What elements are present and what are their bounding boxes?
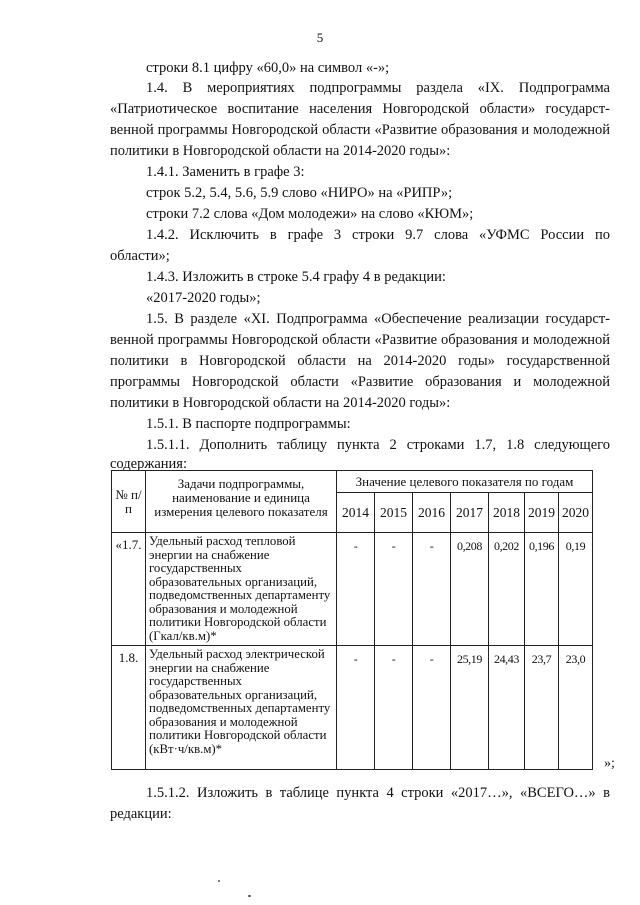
row-value: 0,202 — [489, 533, 525, 646]
row-description: Удельный расход электрической энергии на снабжение государственных образовательных организаций, подведомственных департаменту образования и молодежной политики Новгородской области (кВт·ч/кв.м)* — [146, 646, 337, 770]
text-line: «Патриотическое воспитание населения Новгородской области» государст- — [110, 101, 610, 117]
page-number: 5 — [316, 30, 324, 45]
text-line: программы Новгородской области «Развитие образования и молодежной — [110, 374, 610, 390]
text-line: 1.5.1.1. Дополнить таблицу пункта 2 строками 1.7, 1.8 следующего — [146, 437, 610, 453]
year-header: 2014 — [337, 493, 375, 533]
text-line: редакции: — [110, 806, 172, 822]
row-value: - — [337, 646, 375, 770]
scan-speck — [218, 880, 220, 882]
row-number: 1.8. — [112, 646, 146, 770]
text-line: политики в Новгородской области на 2014-2020 годы»: — [110, 395, 451, 411]
text-line: 1.4.2. Исключить в графе 3 строки 9.7 слова «УФМС России по — [146, 227, 610, 243]
year-header: 2016 — [413, 493, 451, 533]
row-description: Удельный расход тепловой энергии на снабжение государственных образовательных организаций, подведомственных департаменту образования и молодежной политики Новгородской области (Гкал/кв.м)* — [146, 533, 337, 646]
table-row — [112, 646, 593, 770]
text-line: строк 5.2, 5.4, 5.6, 5.9 слово «НИРО» на «РИПР»; — [146, 185, 453, 201]
text-line: содержания: — [110, 456, 188, 472]
row-value: 24,43 — [489, 646, 525, 770]
text-line: строки 7.2 слова «Дом молодежи» на слово «КЮМ»; — [146, 206, 474, 222]
header-task: Задачи подпрограммы, наименование и единица измерения целевого показателя — [146, 471, 337, 533]
text-line: политики в Новгородской области на 2014-2020 годы» государственной — [110, 353, 610, 369]
text-line: 1.5.1.2. Изложить в таблице пункта 4 строки «2017…», «ВСЕГО…» в — [146, 785, 610, 801]
row-value: - — [413, 646, 451, 770]
text-line: 1.4.3. Изложить в строке 5.4 графу 4 в редакции: — [146, 269, 446, 285]
row-value: 25,19 — [451, 646, 489, 770]
text-line: 1.5. В разделе «XI. Подпрограмма «Обеспечение реализации государст- — [146, 311, 610, 327]
row-value: 0,208 — [451, 533, 489, 646]
header-values: Значение целевого показателя по годам — [337, 471, 593, 493]
text-line: строки 8.1 цифру «60,0» на символ «-»; — [146, 60, 390, 76]
row-value: - — [413, 533, 451, 646]
year-header: 2020 — [559, 493, 593, 533]
row-number: «1.7. — [112, 533, 146, 646]
row-value: 23,0 — [559, 646, 593, 770]
text-line: венной программы Новгородской области «Развитие образования и молодежной — [110, 122, 610, 138]
table-closing-mark: »; — [604, 756, 615, 771]
row-value: 0,196 — [525, 533, 559, 646]
row-value: - — [337, 533, 375, 646]
row-value: - — [375, 533, 413, 646]
table-row — [112, 533, 593, 646]
text-line: области»; — [110, 248, 170, 264]
text-line: «2017-2020 годы»; — [146, 290, 261, 306]
header-num: № п/п — [112, 471, 146, 533]
year-header: 2018 — [489, 493, 525, 533]
row-value: 23,7 — [525, 646, 559, 770]
text-line: 1.4. В мероприятиях подпрограммы раздела «IX. Подпрограмма — [146, 80, 610, 96]
row-value: - — [375, 646, 413, 770]
row-value: 0,19 — [559, 533, 593, 646]
indicator-table — [111, 470, 593, 770]
scan-speck — [248, 895, 251, 897]
year-header: 2015 — [375, 493, 413, 533]
year-header: 2019 — [525, 493, 559, 533]
year-header: 2017 — [451, 493, 489, 533]
text-line: 1.5.1. В паспорте подпрограммы: — [146, 416, 351, 432]
text-line: венной программы Новгородской области «Развитие образования и молодежной — [110, 332, 610, 348]
text-line: политики в Новгородской области на 2014-2020 годы»: — [110, 143, 451, 159]
text-line: 1.4.1. Заменить в графе 3: — [146, 164, 305, 180]
